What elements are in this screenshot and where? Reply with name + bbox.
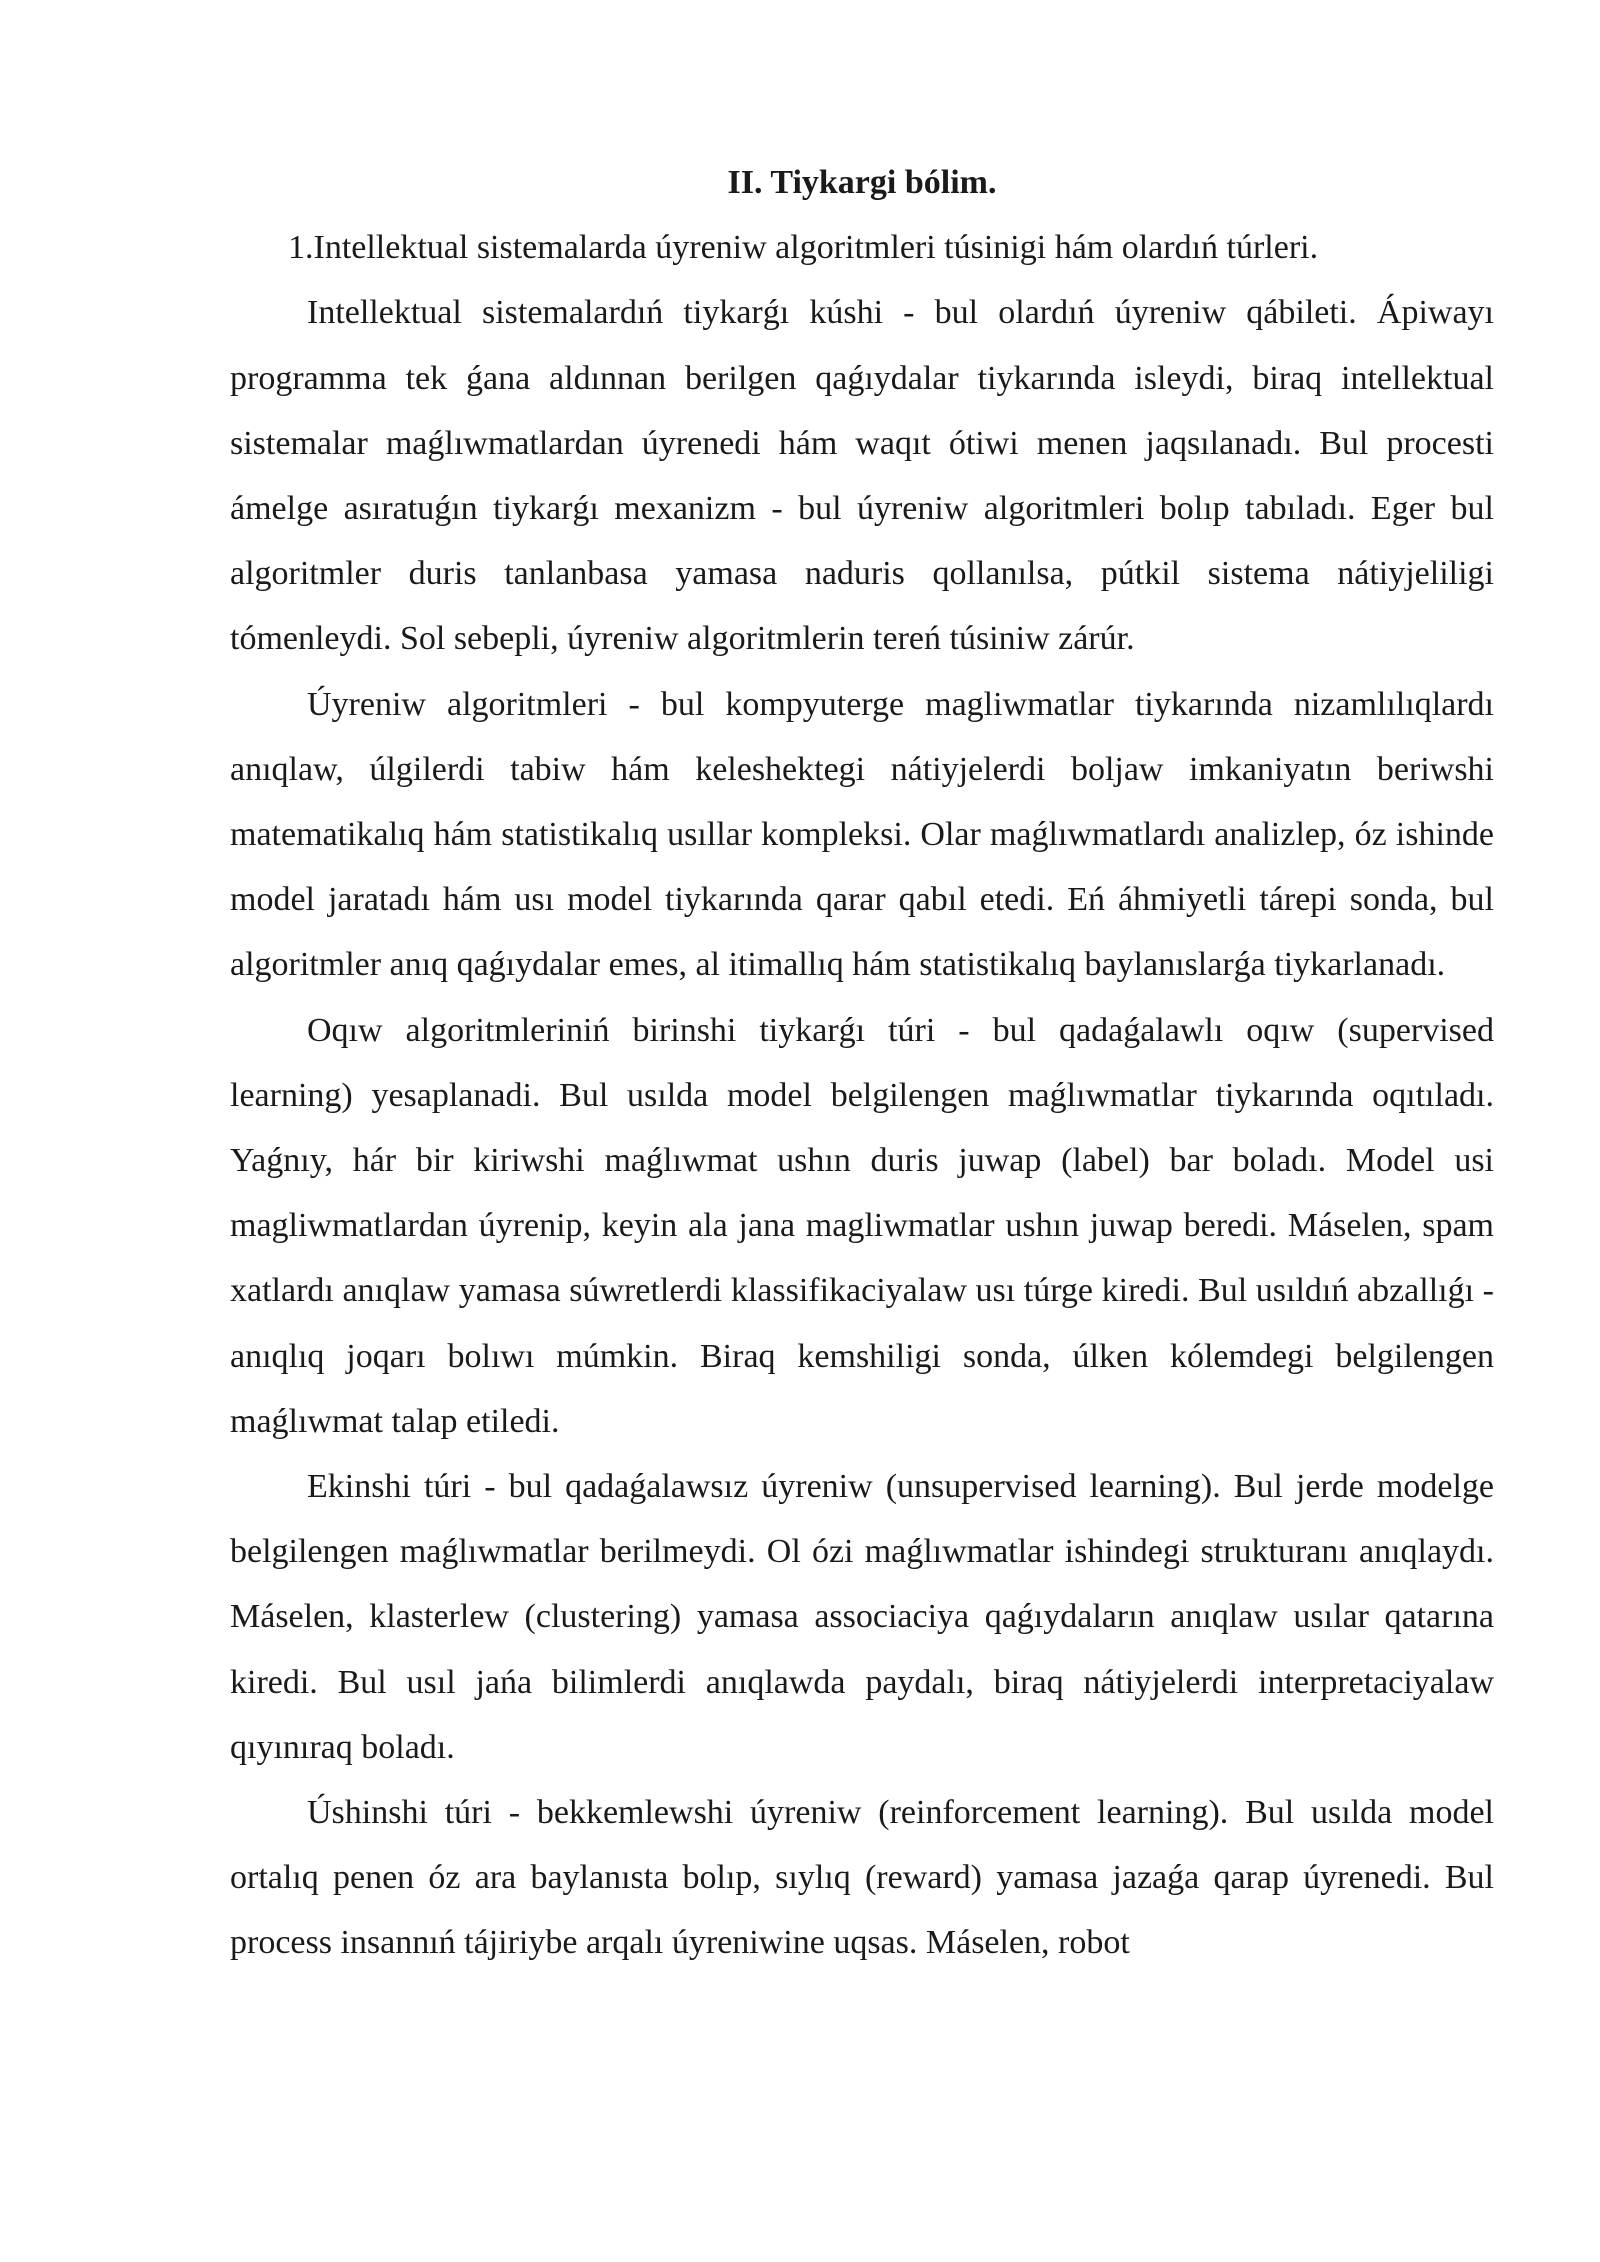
paragraph-1: Intellektual sistemalardıń tiykarǵı kúshi - bul olardıń úyreniw qábileti. Ápiwayı programma tek ǵana aldınnan berilgen qaǵıydalar tiykarında isleydi, biraq intellektual sistemalar maǵlıwmatlardan úyrenedi hám waqıt ótiwi menen jaqsılanadı. Bul procesti ámelge asıratuǵın tiykarǵı mexanizm - bul úyreniw algoritmleri bolıp tabıladı. Eger bul algoritmler duris tanlanbasa yamasa naduris qollanılsa, pútkil sistema nátiyjeliligi tómenleydi. Sol sebepli, úyreniw algoritmlerin tereń túsiniw zárúr. xyxy=(230,294,1494,658)
paragraph-5: Úshinshi túri - bekkemlewshi úyreniw (reinforcement learning). Bul usılda model ortalıq penen óz ara baylanısta bolıp, sıylıq (reward) yamasa jazaǵa qarap úyrenedi. Bul process insannıń tájiriybe arqalı úyreniwine uqsas. Máselen, robot xyxy=(230,1794,1494,1962)
paragraph-3: Oqıw algoritmleriniń birinshi tiykarǵı túri - bul qadaǵalawlı oqıw (supervised learning) yesaplanadi. Bul usılda model belgilengen maǵlıwmatlar tiykarında oqıtıladı. Yaǵnıy, hár bir kiriwshi maǵlıwmat ushın duris juwap (label) bar boladı. Model usi magliwmatlardan úyrenip, keyin ala jana magliwmatlar ushın juwap beredi. Máselen, spam xatlardı anıqlaw yamasa súwretlerdi klassifikaciyalaw usı túrge kiredi. Bul usıldıń abzallıǵı - anıqlıq joqarı bolıwı múmkin. Biraq kemshiligi sonda, úlken kólemdegi belgilengen maǵlıwmat talap etiledi. xyxy=(230,1011,1494,1440)
paragraph-4: Ekinshi túri - bul qadaǵalawsız úyreniw (unsupervised learning). Bul jerde modelge belgilengen maǵlıwmatlar berilmeydi. Ol ózi maǵlıwmatlar ishindegi strukturanı anıqlaydı. Máselen, klasterlew (clustering) yamasa associaciya qaǵıydaların anıqlaw usılar qatarına kiredi. Bul usıl jańa bilimlerdi anıqlawda paydalı, biraq nátiyjelerdi interpretaciyalaw qıyınıraq boladı. xyxy=(230,1468,1494,1766)
subsection-title: 1.Intellektual sistemalarda úyreniw algoritmleri túsinigi hám olardıń túrleri. xyxy=(288,229,1319,267)
paragraph-2: Úyreniw algoritmleri - bul kompyuterge magliwmatlar tiykarında nizamlılıqlardı anıqlaw, úlgilerdi tabiw hám keleshektegi nátiyjelerdi boljaw imkaniyatın beriwshi matematikalıq hám statistikalıq usıllar kompleksi. Olar maǵlıwmatlardı analizlep, óz ishinde model jaratadı hám usı model tiykarında qarar qabıl etedi. Eń áhmiyetli tárepi sonda, bul algoritmler anıq qaǵıydalar emes, al itimallıq hám statistikalıq baylanıslarǵa tiykarlanadı. xyxy=(230,685,1494,984)
section-heading: II. Tiykargi bólim. xyxy=(727,164,997,201)
document-page xyxy=(230,150,1494,1976)
